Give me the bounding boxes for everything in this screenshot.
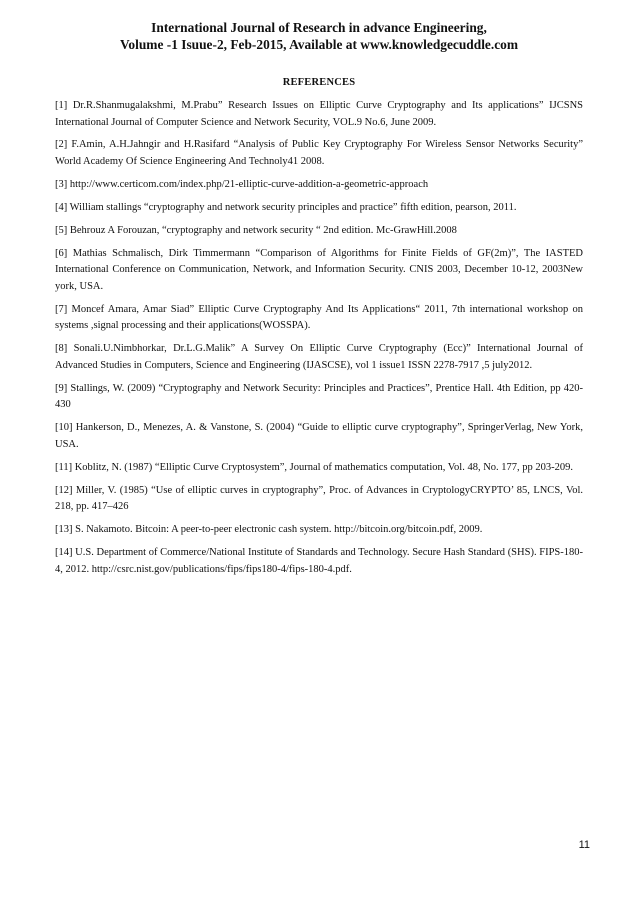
reference-item-5: [5] Behrouz A Forouzan, “cryptography and network security “ 2nd edition. Mc-GrawHill.2008 <box>55 224 457 236</box>
journal-header <box>40 19 598 53</box>
references-heading: REFERENCES <box>282 77 356 88</box>
journal-header-line-2: Volume -1 Isuue-2, Feb-2015, Available at www.knowledgecuddle.com <box>119 37 518 52</box>
reference-item-1: [1] Dr.R.Shanmugalakshmi, M.Prabu” Research Issues on Elliptic Curve Cryptography and Its applications” IJCSNS International Journal of Computer Science and Network Security, VOL.9 No.6, June 2009. <box>55 100 583 128</box>
reference-item-12: [12] Miller, V. (1985) “Use of elliptic curves in cryptography”, Proc. of Advances in CryptologyCRYPTO’ 85, LNCS, Vol. 218, pp. 417–426 <box>55 484 583 513</box>
reference-item-9: [9] Stallings, W. (2009) “Cryptography and Network Security: Principles and Practices”, Prentice Hall. 4th Edition, pp 420-430 <box>55 382 583 411</box>
reference-item-4: [4] William stallings “cryptography and network security principles and practice” fifth edition, pearson, 2011. <box>55 201 517 213</box>
reference-item-10: [10] Hankerson, D., Menezes, A. & Vanstone, S. (2004) “Guide to elliptic curve cryptography”, SpringerVerlag, New York, USA. <box>55 422 583 450</box>
reference-item-7: [7] Moncef Amara, Amar Siad” Elliptic Curve Cryptography And Its Applications“ 2011, 7th international workshop on systems ,signal processing and their applications(WOSSPA). <box>55 303 583 332</box>
references-list <box>55 98 583 584</box>
reference-item-14: [14] U.S. Department of Commerce/National Institute of Standards and Technology. Secure Hash Standard (SHS). FIPS-180-4, 2012. http://csrc.nist.gov/publications/fips/fips180-4/fips-180-4.pdf. <box>55 546 583 575</box>
reference-item-2: [2] F.Amin, A.H.Jahngir and H.Rasifard “Analysis of Public Key Cryptography For Wireless Sensor Networks Security” World Academy Of Science Engineering And Technoly41 2008. <box>55 139 583 168</box>
reference-item-6: [6] Mathias Schmalisch, Dirk Timmermann “Comparison of Algorithms for Finite Fields of GF(2m)”, The IASTED International Conference on Communication, Network, and Information Security. CNIS 2003, December 10-12, 2003New york, USA. <box>55 247 583 292</box>
reference-item-13: [13] S. Nakamoto. Bitcoin: A peer-to-peer electronic cash system. http://bitcoin.org/bitcoin.pdf, 2009. <box>55 524 483 536</box>
reference-item-3: [3] http://www.certicom.com/index.php/21-elliptic-curve-addition-a-geometric-approach <box>55 178 429 190</box>
reference-item-11: [11] Koblitz, N. (1987) “Elliptic Curve Cryptosystem”, Journal of mathematics computation, Vol. 48, No. 177, pp 203-209. <box>55 461 574 473</box>
journal-header-line-1: International Journal of Research in advance Engineering, <box>151 20 487 35</box>
page-number: 11 <box>578 839 590 851</box>
reference-item-8: [8] Sonali.U.Nimbhorkar, Dr.L.G.Malik” A Survey On Elliptic Curve Cryptography (Ecc)” International Journal of Advanced Studies in Computers, Science and Engineering (IJASCSE), vol 1 issue1 ISSN 2278-7917 ,5 july2012. <box>55 343 583 371</box>
